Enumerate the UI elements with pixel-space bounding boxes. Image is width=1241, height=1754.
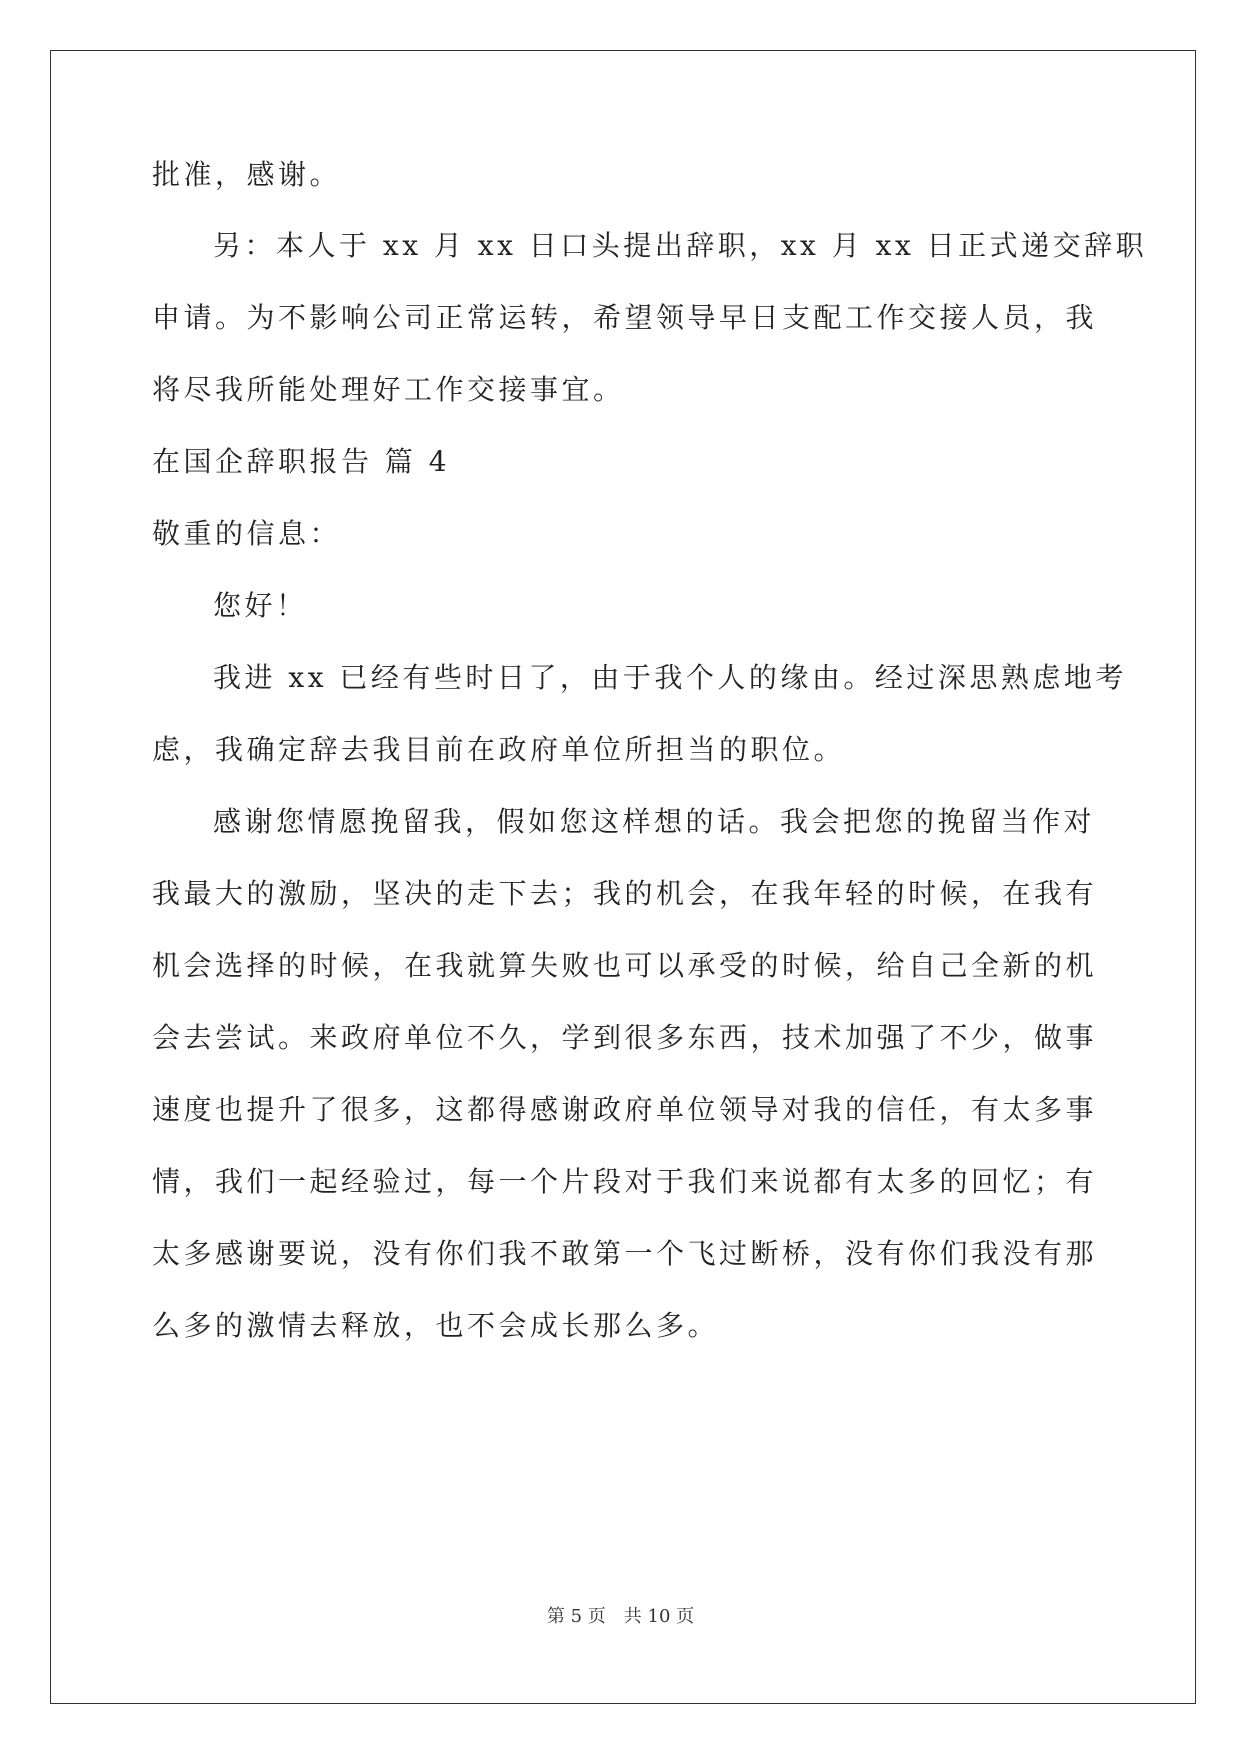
text-line: 情，我们一起经验过，每一个片段对于我们来说都有太多的回忆；有	[152, 1165, 1098, 1198]
text-line: 虑，我确定辞去我目前在政府单位所担当的职位。	[152, 733, 846, 766]
text-line: 会去尝试。来政府单位不久，学到很多东西，技术加强了不少，做事	[152, 1021, 1098, 1054]
text-line: 我最大的激励，坚决的走下去；我的机会，在我年轻的时候，在我有	[152, 877, 1098, 910]
text-line: 另：本人于 xx 月 xx 日口头提出辞职，xx 月 xx 日正式递交辞职	[213, 229, 1148, 262]
text-line: 机会选择的时候，在我就算失败也可以承受的时候，给自己全新的机	[152, 949, 1098, 982]
text-line: 感谢您情愿挽留我，假如您这样想的话。我会把您的挽留当作对	[213, 805, 1096, 838]
text-line: 么多的激情去释放，也不会成长那么多。	[152, 1309, 720, 1342]
page-number: 第 5 页 共 10 页	[546, 1606, 695, 1627]
text-line: 申请。为不影响公司正常运转，希望领导早日支配工作交接人员，我	[152, 301, 1098, 334]
text-line: 将尽我所能处理好工作交接事宜。	[152, 373, 625, 406]
section-heading: 在国企辞职报告 篇 4	[152, 445, 451, 478]
text-line: 速度也提升了很多，这都得感谢政府单位领导对我的信任，有太多事	[152, 1093, 1098, 1126]
text-line: 我进 xx 已经有些时日了，由于我个人的缘由。经过深思熟虑地考	[213, 661, 1127, 694]
salutation: 敬重的信息：	[152, 517, 342, 550]
text-line: 批准，感谢。	[152, 158, 342, 191]
text-line: 太多感谢要说，没有你们我不敢第一个飞过断桥，没有你们我没有那	[152, 1237, 1098, 1270]
greeting: 您好！	[213, 589, 308, 622]
